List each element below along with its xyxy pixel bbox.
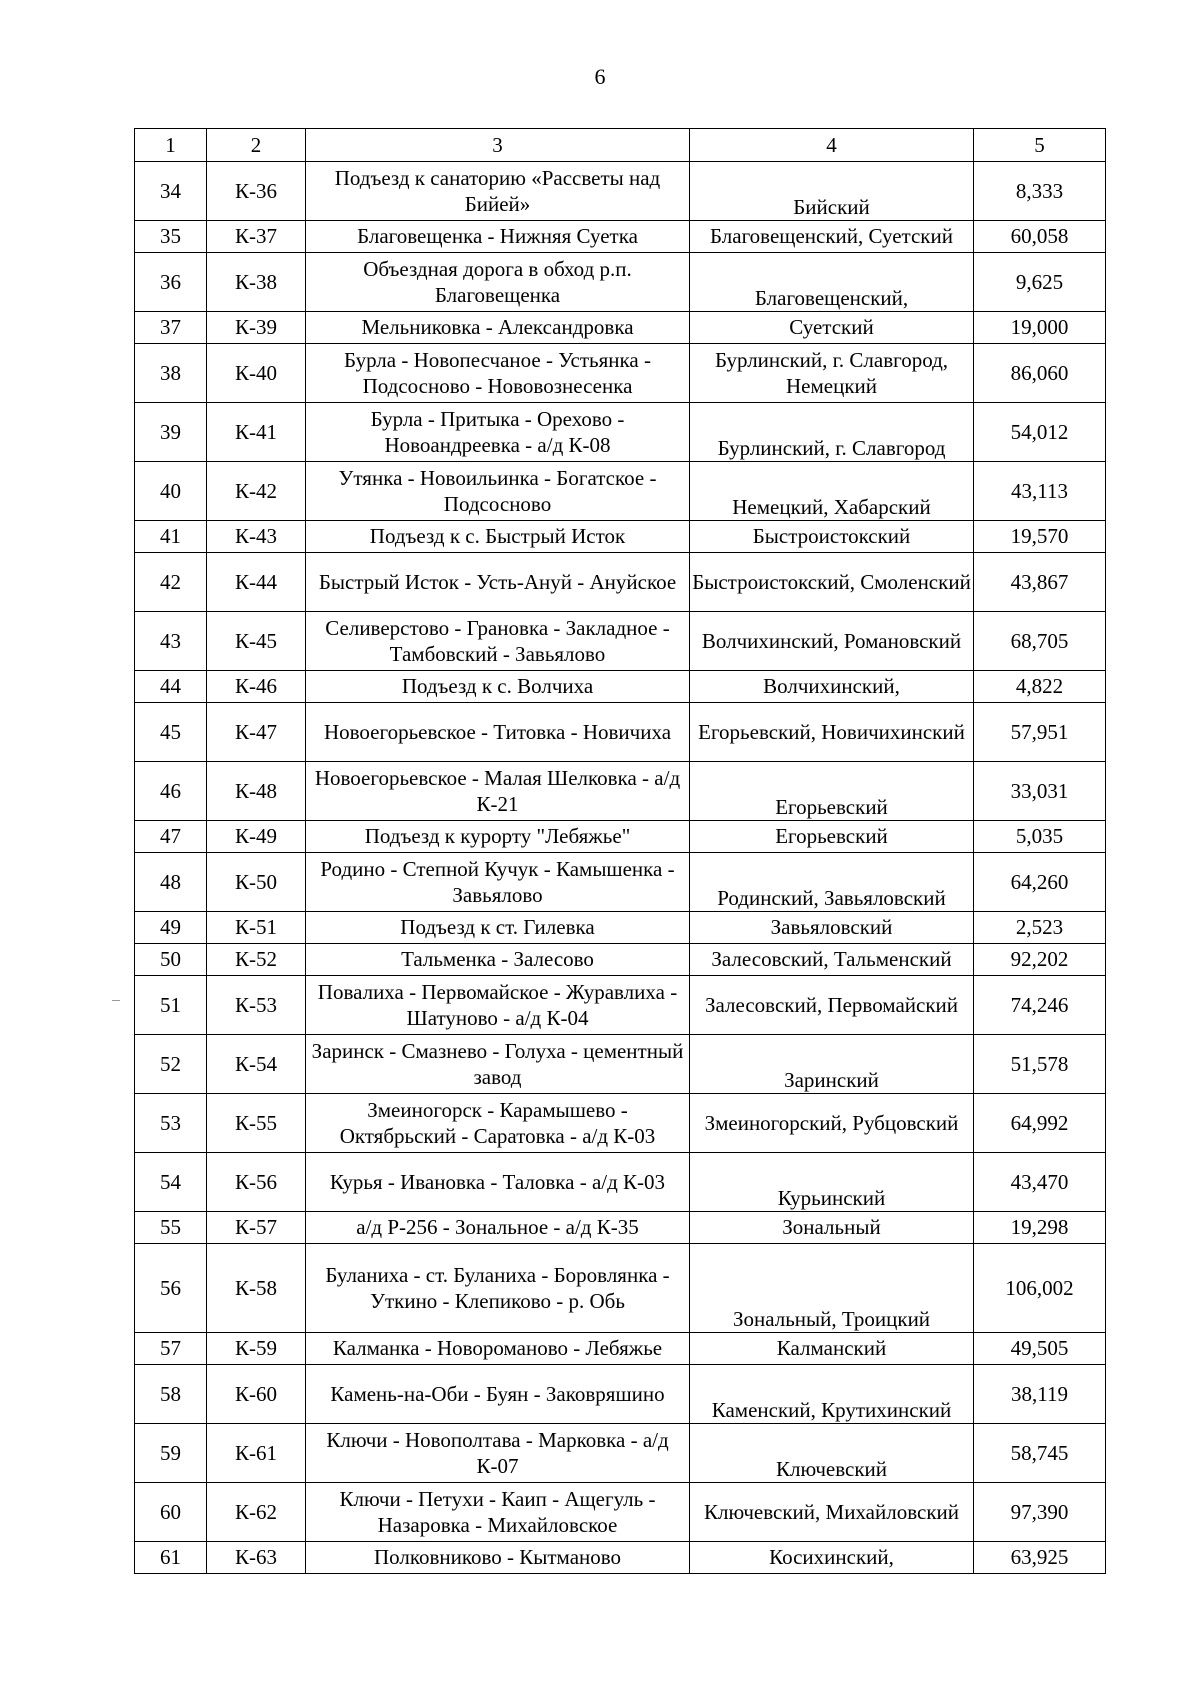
length-cell: 54,012 <box>974 403 1106 462</box>
row-number-cell: 52 <box>135 1035 207 1094</box>
table-row <box>135 671 1106 703</box>
district-cell: Курьинский <box>690 1153 974 1212</box>
road-name-cell: Мельниковка - Александровка <box>306 312 690 344</box>
length-cell: 4,822 <box>974 671 1106 703</box>
table-header-row <box>135 129 1106 162</box>
row-number-cell: 60 <box>135 1483 207 1542</box>
row-number-cell: 55 <box>135 1212 207 1244</box>
row-number-cell: 37 <box>135 312 207 344</box>
row-number-cell: 56 <box>135 1244 207 1333</box>
road-name-cell: Ключи - Новополтава - Марковка - а/д К-07 <box>306 1424 690 1483</box>
district-cell: Ключевский, Михайловский <box>690 1483 974 1542</box>
road-name-cell: Объездная дорога в обход р.п. Благовещенка <box>306 253 690 312</box>
length-cell: 38,119 <box>974 1365 1106 1424</box>
road-code-cell: К-46 <box>207 671 306 703</box>
district-cell: Залесовский, Тальменский <box>690 944 974 976</box>
road-name-cell: Родино - Степной Кучук - Камышенка - Завьялово <box>306 853 690 912</box>
district-cell: Змеиногорский, Рубцовский <box>690 1094 974 1153</box>
length-cell: 49,505 <box>974 1333 1106 1365</box>
row-number-cell: 42 <box>135 553 207 612</box>
road-name-cell: Полковниково - Кытманово <box>306 1542 690 1574</box>
table-row <box>135 344 1106 403</box>
length-cell: 64,260 <box>974 853 1106 912</box>
table-row <box>135 853 1106 912</box>
table-row <box>135 762 1106 821</box>
road-code-cell: К-41 <box>207 403 306 462</box>
district-cell: Волчихинский, <box>690 671 974 703</box>
length-cell: 97,390 <box>974 1483 1106 1542</box>
table-row <box>135 1483 1106 1542</box>
table-row <box>135 944 1106 976</box>
table-body <box>135 162 1106 1574</box>
header-col-1: 1 <box>135 129 207 162</box>
length-cell: 8,333 <box>974 162 1106 221</box>
road-code-cell: К-38 <box>207 253 306 312</box>
district-cell: Немецкий, Хабарский <box>690 462 974 521</box>
table-row <box>135 1365 1106 1424</box>
row-number-cell: 43 <box>135 612 207 671</box>
road-code-cell: К-48 <box>207 762 306 821</box>
length-cell: 2,523 <box>974 912 1106 944</box>
road-name-cell: Быстрый Исток - Усть-Ануй - Ануйское <box>306 553 690 612</box>
row-number-cell: 41 <box>135 521 207 553</box>
header-col-2: 2 <box>207 129 306 162</box>
table-row <box>135 1542 1106 1574</box>
road-name-cell: Подъезд к санаторию «Рассветы над Бийей» <box>306 162 690 221</box>
district-cell: Ключевский <box>690 1424 974 1483</box>
row-number-cell: 48 <box>135 853 207 912</box>
length-cell: 19,570 <box>974 521 1106 553</box>
row-number-cell: 47 <box>135 821 207 853</box>
row-number-cell: 40 <box>135 462 207 521</box>
road-code-cell: К-62 <box>207 1483 306 1542</box>
district-cell: Залесовский, Первомайский <box>690 976 974 1035</box>
table-row <box>135 1035 1106 1094</box>
road-code-cell: К-57 <box>207 1212 306 1244</box>
district-cell: Калманский <box>690 1333 974 1365</box>
length-cell: 5,035 <box>974 821 1106 853</box>
roads-table <box>134 128 1106 1574</box>
district-cell: Волчихинский, Романовский <box>690 612 974 671</box>
length-cell: 74,246 <box>974 976 1106 1035</box>
table-row <box>135 1094 1106 1153</box>
row-number-cell: 36 <box>135 253 207 312</box>
header-col-5: 5 <box>974 129 1106 162</box>
length-cell: 63,925 <box>974 1542 1106 1574</box>
header-col-4: 4 <box>690 129 974 162</box>
district-cell: Заринский <box>690 1035 974 1094</box>
table-row <box>135 703 1106 762</box>
district-cell: Бурлинский, г. Славгород, Немецкий <box>690 344 974 403</box>
length-cell: 43,470 <box>974 1153 1106 1212</box>
scan-mark <box>112 1000 120 1001</box>
row-number-cell: 34 <box>135 162 207 221</box>
road-code-cell: К-37 <box>207 221 306 253</box>
road-code-cell: К-39 <box>207 312 306 344</box>
table-row <box>135 1244 1106 1333</box>
length-cell: 51,578 <box>974 1035 1106 1094</box>
district-cell: Егорьевский, Новичихинский <box>690 703 974 762</box>
row-number-cell: 49 <box>135 912 207 944</box>
row-number-cell: 51 <box>135 976 207 1035</box>
length-cell: 9,625 <box>974 253 1106 312</box>
district-cell: Косихинский, <box>690 1542 974 1574</box>
district-cell: Бийский <box>690 162 974 221</box>
header-col-3: 3 <box>306 129 690 162</box>
row-number-cell: 50 <box>135 944 207 976</box>
length-cell: 43,113 <box>974 462 1106 521</box>
length-cell: 33,031 <box>974 762 1106 821</box>
row-number-cell: 57 <box>135 1333 207 1365</box>
row-number-cell: 53 <box>135 1094 207 1153</box>
table-row <box>135 1153 1106 1212</box>
road-name-cell: Бурла - Новопесчаное - Устьянка - Подсосново - Нововознесенка <box>306 344 690 403</box>
road-name-cell: Селиверстово - Грановка - Закладное - Тамбовский - Завьялово <box>306 612 690 671</box>
road-name-cell: Подъезд к с. Быстрый Исток <box>306 521 690 553</box>
length-cell: 43,867 <box>974 553 1106 612</box>
length-cell: 106,002 <box>974 1244 1106 1333</box>
length-cell: 86,060 <box>974 344 1106 403</box>
road-name-cell: Утянка - Новоильинка - Богатское - Подсосново <box>306 462 690 521</box>
road-code-cell: К-43 <box>207 521 306 553</box>
row-number-cell: 46 <box>135 762 207 821</box>
road-name-cell: Курья - Ивановка - Таловка - а/д К-03 <box>306 1153 690 1212</box>
road-name-cell: Ключи - Петухи - Каип - Ащегуль - Назаровка - Михайловское <box>306 1483 690 1542</box>
road-code-cell: К-61 <box>207 1424 306 1483</box>
road-code-cell: К-59 <box>207 1333 306 1365</box>
road-code-cell: К-55 <box>207 1094 306 1153</box>
road-code-cell: К-47 <box>207 703 306 762</box>
district-cell: Егорьевский <box>690 762 974 821</box>
road-code-cell: К-40 <box>207 344 306 403</box>
district-cell: Родинский, Завьяловский <box>690 853 974 912</box>
length-cell: 19,298 <box>974 1212 1106 1244</box>
district-cell: Зональный <box>690 1212 974 1244</box>
table-row <box>135 1333 1106 1365</box>
road-name-cell: Подъезд к с. Волчиха <box>306 671 690 703</box>
district-cell: Быстроистокский, Смоленский <box>690 553 974 612</box>
road-name-cell: Подъезд к ст. Гилевка <box>306 912 690 944</box>
length-cell: 64,992 <box>974 1094 1106 1153</box>
table-row <box>135 612 1106 671</box>
length-cell: 68,705 <box>974 612 1106 671</box>
district-cell: Благовещенский, Суетский <box>690 221 974 253</box>
table-row <box>135 253 1106 312</box>
road-name-cell: Подъезд к курорту "Лебяжье" <box>306 821 690 853</box>
table-row <box>135 553 1106 612</box>
road-code-cell: К-56 <box>207 1153 306 1212</box>
road-name-cell: Змеиногорск - Карамышево - Октябрьский - Саратовка - а/д К-03 <box>306 1094 690 1153</box>
road-code-cell: К-53 <box>207 976 306 1035</box>
district-cell: Быстроистокский <box>690 521 974 553</box>
road-code-cell: К-60 <box>207 1365 306 1424</box>
road-name-cell: Бурла - Притыка - Орехово - Новоандреевка - а/д К-08 <box>306 403 690 462</box>
row-number-cell: 39 <box>135 403 207 462</box>
page-number: 6 <box>594 64 606 89</box>
row-number-cell: 35 <box>135 221 207 253</box>
length-cell: 19,000 <box>974 312 1106 344</box>
table-row <box>135 976 1106 1035</box>
row-number-cell: 38 <box>135 344 207 403</box>
district-cell: Бурлинский, г. Славгород <box>690 403 974 462</box>
table-row <box>135 821 1106 853</box>
row-number-cell: 58 <box>135 1365 207 1424</box>
table-row <box>135 403 1106 462</box>
district-cell: Каменский, Крутихинский <box>690 1365 974 1424</box>
table-row <box>135 912 1106 944</box>
road-code-cell: К-45 <box>207 612 306 671</box>
length-cell: 92,202 <box>974 944 1106 976</box>
road-name-cell: Калманка - Новороманово - Лебяжье <box>306 1333 690 1365</box>
district-cell: Суетский <box>690 312 974 344</box>
length-cell: 58,745 <box>974 1424 1106 1483</box>
row-number-cell: 54 <box>135 1153 207 1212</box>
road-name-cell: Повалиха - Первомайское - Журавлиха - Шатуново - а/д К-04 <box>306 976 690 1035</box>
row-number-cell: 45 <box>135 703 207 762</box>
road-name-cell: Благовещенка - Нижняя Суетка <box>306 221 690 253</box>
table-row <box>135 521 1106 553</box>
length-cell: 57,951 <box>974 703 1106 762</box>
table-row <box>135 1424 1106 1483</box>
district-cell: Завьяловский <box>690 912 974 944</box>
table-row <box>135 312 1106 344</box>
table-row <box>135 1212 1106 1244</box>
road-name-cell: Камень-на-Оби - Буян - Заковряшино <box>306 1365 690 1424</box>
road-code-cell: К-49 <box>207 821 306 853</box>
road-code-cell: К-36 <box>207 162 306 221</box>
road-name-cell: а/д Р-256 - Зональное - а/д К-35 <box>306 1212 690 1244</box>
district-cell: Егорьевский <box>690 821 974 853</box>
district-cell: Благовещенский, <box>690 253 974 312</box>
road-code-cell: К-52 <box>207 944 306 976</box>
row-number-cell: 59 <box>135 1424 207 1483</box>
road-code-cell: К-58 <box>207 1244 306 1333</box>
road-code-cell: К-42 <box>207 462 306 521</box>
road-code-cell: К-50 <box>207 853 306 912</box>
road-name-cell: Новоегорьевское - Малая Шелковка - а/д К-21 <box>306 762 690 821</box>
district-cell: Зональный, Троицкий <box>690 1244 974 1333</box>
road-name-cell: Новоегорьевское - Титовка - Новичиха <box>306 703 690 762</box>
road-name-cell: Тальменка - Залесово <box>306 944 690 976</box>
road-code-cell: К-54 <box>207 1035 306 1094</box>
road-code-cell: К-51 <box>207 912 306 944</box>
row-number-cell: 44 <box>135 671 207 703</box>
road-name-cell: Заринск - Смазнево - Голуха - цементный завод <box>306 1035 690 1094</box>
table-row <box>135 462 1106 521</box>
road-code-cell: К-44 <box>207 553 306 612</box>
length-cell: 60,058 <box>974 221 1106 253</box>
road-name-cell: Буланиха - ст. Буланиха - Боровлянка - Уткино - Клепиково - р. Обь <box>306 1244 690 1333</box>
road-code-cell: К-63 <box>207 1542 306 1574</box>
row-number-cell: 61 <box>135 1542 207 1574</box>
table-row <box>135 221 1106 253</box>
table-row <box>135 162 1106 221</box>
